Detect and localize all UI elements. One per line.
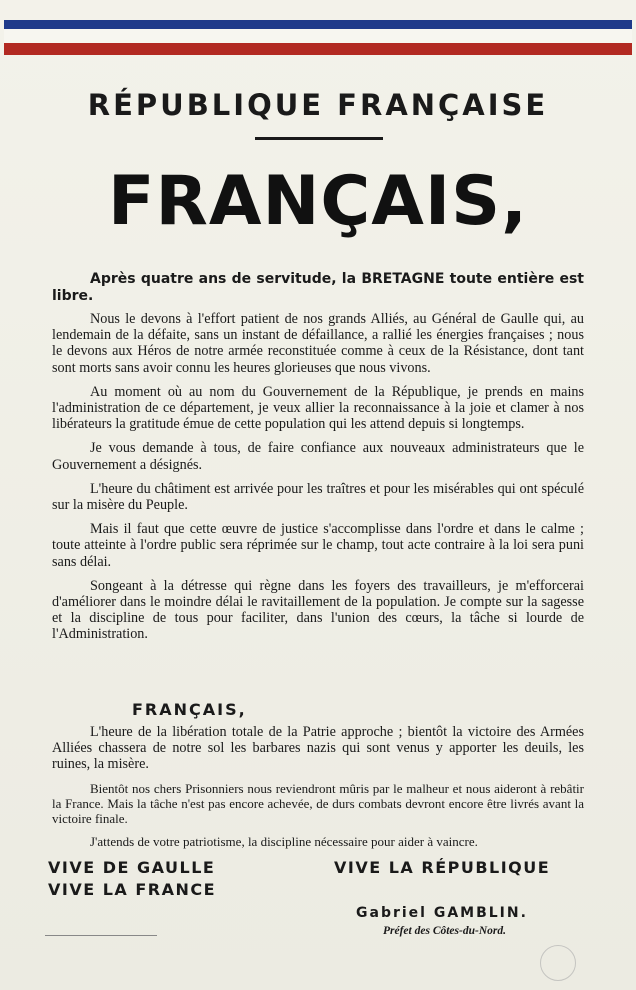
flag-stripe-white: [4, 29, 632, 43]
second-text-block: [52, 724, 584, 857]
main-title: FRANÇAIS,: [108, 162, 528, 241]
second-paragraph-2: Bientôt nos chers Prisonniers nous reviendront mûris par le malheur et nous aideront à rebâtir la France. Mais la tâche n'est pas encore achevée, de durs combats devront encore être livrés avant la victoire finale.: [52, 780, 584, 826]
signature-title: Préfet des Côtes-du-Nord.: [383, 925, 506, 937]
slogan-republique: VIVE LA RÉPUBLIQUE: [334, 858, 551, 877]
slogan-de-gaulle: VIVE DE GAULLE: [48, 858, 216, 877]
body-text-block: [52, 271, 584, 651]
paragraph-1: Nous le devons à l'effort patient de nos grands Alliés, au Général de Gaulle qui, au lendemain de la défaite, sans un instant de défaillance, a rallié les énergies françaises ; nous le devons aux Héros de notre armée reconstituée comme à ceux de la Résistance, dont tant sont morts sans avoir connu les heures glorieuses que nous vivons.: [52, 311, 584, 376]
second-title: FRANÇAIS,: [132, 700, 247, 719]
paragraph-5: Mais il faut que cette œuvre de justice s'accomplisse dans l'ordre et dans le calme ; toute atteinte à l'ordre public sera réprimée sur le champ, tout acte contraire à la loi sera puni sans délai.: [52, 521, 584, 570]
slogan-france: VIVE LA FRANCE: [48, 880, 217, 899]
paragraph-4: L'heure du châtiment est arrivée pour les traîtres et pour les misérables qui ont spéculé sur la misère du Peuple.: [52, 480, 584, 514]
printer-rule: [45, 935, 157, 936]
lead-paragraph: Après quatre ans de servitude, la BRETAGNE toute entière est libre.: [52, 271, 584, 304]
signature-name: Gabriel GAMBLIN.: [356, 905, 528, 921]
heading-rule: [255, 137, 383, 140]
flag-stripe-red: [4, 43, 632, 55]
second-paragraph-3: J'attends de votre patriotisme, la discipline nécessaire pour aider à vaincre.: [90, 833, 478, 849]
republique-heading: RÉPUBLIQUE FRANÇAISE: [87, 88, 549, 122]
flag-stripe-blue: [4, 20, 632, 29]
stamp-mark: [540, 945, 576, 981]
paragraph-6: Songeant à la détresse qui règne dans les foyers des travailleurs, je m'efforcerai d'améliorer dans le moindre délai le ravitaillement de la population. Je compte sur la sagesse et la discipline de tous pour faciliter, dans l'union des cœurs, la tâche si lourde de l'Administration.: [52, 577, 584, 643]
paragraph-3: Je vous demande à tous, de faire confiance aux nouveaux administrateurs que le Gouvernement a désignés.: [52, 440, 584, 473]
second-paragraph-1: L'heure de la libération totale de la Patrie approche ; bientôt la victoire des Armées Alliées chassera de notre sol les barbares nazis qui sont venus y apporter les deuils, les ruines, la misère.: [52, 724, 584, 773]
paragraph-2: Au moment où au nom du Gouvernement de la République, je prends en mains l'administration de ce département, je veux allier la reconnaissance à la joie et clamer à nos libérateurs la gratitude émue de cette population qui les attend depuis si longtemps.: [52, 383, 584, 433]
